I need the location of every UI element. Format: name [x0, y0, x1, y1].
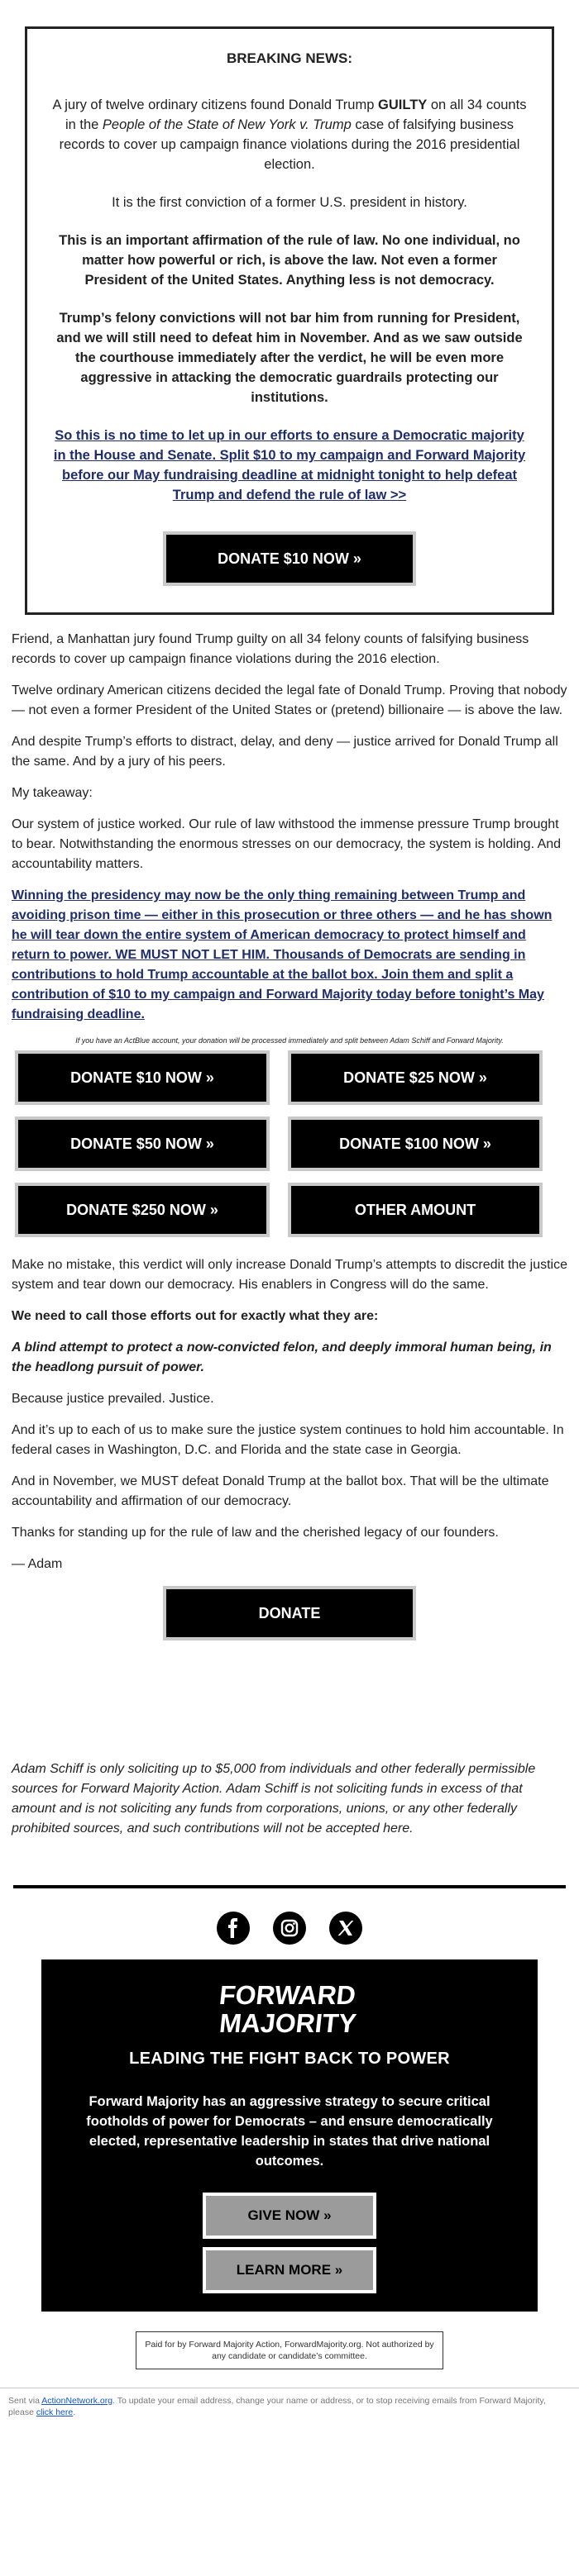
give-now-button[interactable]: GIVE NOW » — [203, 2193, 376, 2239]
case-name: People of the State of New York v. Trump — [102, 117, 352, 132]
verdict-text-end: case of falsifying business records to cover up campaign finance violations during the 2016 presidential election. — [59, 117, 520, 172]
spacer — [12, 1640, 567, 1759]
bottom-text-end: . — [73, 2407, 76, 2417]
donate-50-button[interactable]: DONATE $50 NOW » — [15, 1117, 270, 1171]
email-body-continued — [0, 1255, 579, 1839]
spacer — [0, 1839, 579, 1885]
footer-title: LEADING THE FIGHT BACK TO POWER — [129, 2050, 450, 2068]
body-paragraph-2: Twelve ordinary American citizens decided the legal fate of Donald Trump. Proving that nobody — not even a former President of the United States or (pretend) billionaire — is above the law. — [12, 683, 567, 717]
body-paragraph-11: And in November, we MUST defeat Donald Trump at the ballot box. That will be the ultimate accountability and affirmation of our democracy. — [12, 1474, 549, 1508]
breaking-news-paragraph-first-conviction: It is the first conviction of a former U.S. president in history. — [112, 195, 467, 210]
logo-line-2: MAJORITY — [218, 2008, 358, 2038]
body-paragraph-9: Because justice prevailed. Justice. — [12, 1392, 214, 1406]
verdict-guilty: GUILTY — [378, 98, 428, 112]
actblue-disclaimer: If you have an ActBlue account, your donation will be processed immediately and split between Adam Schiff and Forward Majority. — [75, 1036, 504, 1045]
breaking-news-donate-link[interactable]: So this is no time to let up in our efforts to ensure a Democratic majority in the House and Senate. Split $10 to my campaign and Forward Majority before our May fundraising deadline at midnight tonight to help defeat Trump and defend the rule of law >> — [53, 428, 526, 502]
logo-line-1: FORWARD — [218, 1980, 357, 2010]
body-paragraph-8: A blind attempt to protect a now-convicted felon, and deeply immoral human being, in the headlong pursuit of power. — [12, 1340, 552, 1374]
instagram-icon[interactable] — [273, 1912, 306, 1945]
bottom-text-start: Sent via — [8, 2396, 42, 2406]
bottom-text-mid: . To update your email address, change your name or address, or to stop receiving emails from Forward Majority, please — [8, 2396, 546, 2417]
body-paragraph-3: And despite Trump’s efforts to distract, delay, and deny — justice arrived for Donald Trump all the same. And by a jury of his peers. — [12, 735, 558, 769]
body-paragraph-takeaway: My takeaway: — [12, 786, 93, 800]
donate-button-grid — [15, 1050, 579, 1237]
breaking-news-paragraph-not-barred: Trump’s felony convictions will not bar him from running for President, and we will still need to defeat him in November. And as we saw outside the courthouse immediately after the verdict, he will be even more aggressive in attacking the democratic guardrails protecting our institutions. — [56, 311, 523, 405]
breaking-news-paragraph-rule-of-law: This is an important affirmation of the rule of law. No one individual, no matter how powerful or rich, is above the law. Not even a former President of the United States. Anything less is not democracy. — [59, 233, 520, 288]
verdict-text-start: A jury of twelve ordinary citizens found Donald Trump — [52, 98, 378, 112]
body-paragraph-6: Make no mistake, this verdict will only increase Donald Trump’s attempts to discredit the justice system and tear down our democracy. His enablers in Congress will do the same. — [12, 1258, 567, 1292]
breaking-news-box — [25, 26, 554, 615]
footer-divider — [13, 1885, 566, 1888]
donate-10-button-top[interactable]: DONATE $10 NOW » — [163, 531, 416, 586]
signoff: — Adam — [12, 1557, 63, 1571]
donate-100-button[interactable]: DONATE $100 NOW » — [288, 1117, 543, 1171]
x-icon[interactable] — [329, 1912, 362, 1945]
unsubscribe-line — [0, 2388, 579, 2428]
donate-25-button[interactable]: DONATE $25 NOW » — [288, 1050, 543, 1105]
body-donate-link[interactable]: Winning the presidency may now be the only thing remaining between Trump and avoiding prison time — either in this prosecution or three others — and he has shown he will tear down the entire system of American democracy to protect himself and return to power. WE MUST NOT LET HIM. Thousands of Democrats are sending in contributions to hold Trump accountable at the ballot box. Join them and split a contribution of $10 to my campaign and Forward Majority today before tonight’s May fundraising deadline. — [12, 888, 553, 1021]
other-amount-button[interactable]: OTHER AMOUNT — [288, 1183, 543, 1237]
email-page — [0, 26, 579, 2428]
donate-button[interactable]: DONATE — [163, 1586, 416, 1640]
actionnetwork-link[interactable]: ActionNetwork.org — [41, 2396, 113, 2406]
paid-for-disclaimer: Paid for by Forward Majority Action, ForwardMajority.org. Not authorized by any candidate or candidate’s committee. — [136, 2331, 443, 2369]
body-paragraph-5: Our system of justice worked. Our rule of law withstood the immense pressure Trump brought to bear. Notwithstanding the enormous stresses on our democracy, the system is holding. And accountability matters. — [12, 817, 562, 871]
forward-majority-footer — [41, 1959, 538, 2312]
email-body — [0, 630, 579, 1045]
body-paragraph-10: And it’s up to each of us to make sure the justice system continues to hold him accountable. In federal cases in Washington, D.C. and Florida and the state case in Georgia. — [12, 1423, 564, 1457]
social-icons — [0, 1912, 579, 1945]
learn-more-button[interactable]: LEARN MORE » — [203, 2247, 376, 2293]
verdict-text-mid: on all 34 counts in the — [65, 98, 527, 132]
donate-250-button[interactable]: DONATE $250 NOW » — [15, 1183, 270, 1237]
breaking-news-paragraph-verdict — [52, 95, 527, 174]
body-paragraph-12: Thanks for standing up for the rule of law and the cherished legacy of our founders. — [12, 1526, 499, 1540]
unsubscribe-link[interactable]: click here — [36, 2407, 74, 2417]
body-paragraph-7: We need to call those efforts out for exactly what they are: — [12, 1309, 379, 1323]
footer-text: Forward Majority has an aggressive strategy to secure critical footholds of power for Democrats – and ensure democratically elected, representative leadership in states that drive national outcomes. — [86, 2094, 493, 2169]
forward-majority-logo — [218, 1976, 358, 2043]
breaking-news-title: BREAKING NEWS: — [226, 50, 353, 66]
body-paragraph-1: Friend, a Manhattan jury found Trump guilty on all 34 felony counts of falsifying business records to cover up campaign finance violations during the 2016 election. — [12, 632, 529, 666]
legal-disclaimer: Adam Schiff is only soliciting up to $5,000 from individuals and other federally permissible sources for Forward Majority Action. Adam Schiff is not soliciting funds in excess of that amount and is not soliciting any funds from corporations, unions, or any other federally prohibited sources, and such contributions will not be accepted here. — [12, 1762, 536, 1836]
donate-10-button[interactable]: DONATE $10 NOW » — [15, 1050, 270, 1105]
facebook-icon[interactable] — [217, 1912, 250, 1945]
